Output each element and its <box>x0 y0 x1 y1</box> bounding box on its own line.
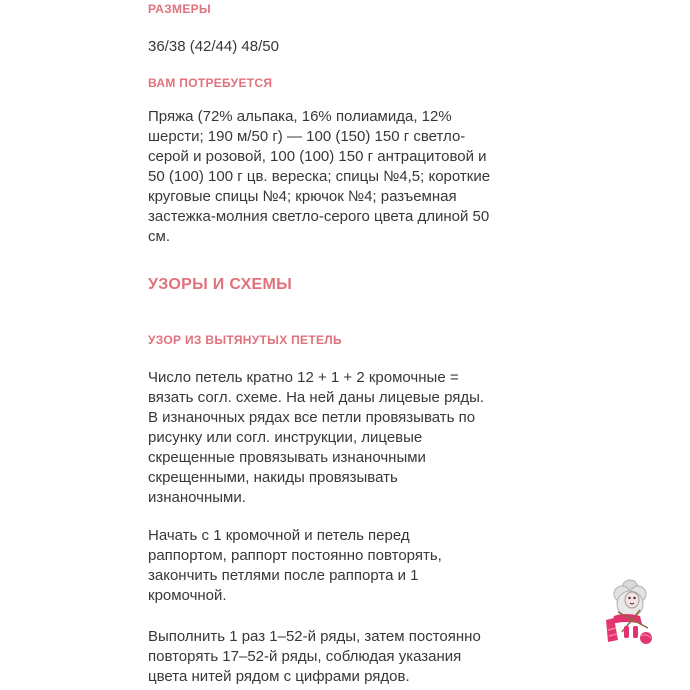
text-line: В изнаночных рядах все петли провязывать по <box>148 409 476 426</box>
pattern-paragraph-2 <box>148 526 548 606</box>
text-line: рисунку или согл. инструкции, лицевые <box>148 429 423 446</box>
text-line: 50 (100) 100 г цв. вереска; спицы №4,5; короткие <box>148 168 491 185</box>
text-line: изнаночными. <box>148 489 246 506</box>
text-line: круговые спицы №4; крючок №4; разъемная <box>148 188 457 205</box>
pattern-paragraph-3 <box>148 627 548 687</box>
text-line: скрещенными, накиды провязывать <box>148 469 398 486</box>
text-line: закончить петлями после раппорта и 1 <box>148 567 419 584</box>
text-line: Пряжа (72% альпака, 16% полиамида, 12% <box>148 108 452 125</box>
text-line: цвета нитей рядом с цифрами рядов. <box>148 668 410 685</box>
text-line: вязать согл. схеме. На ней даны лицевые ряды. <box>148 389 485 406</box>
text-line: Начать с 1 кромочной и петель перед <box>148 527 410 544</box>
text-line: Выполнить 1 раз 1–52-й ряды, затем постоянно <box>148 628 481 645</box>
knitting-sheep-icon <box>600 576 658 646</box>
text-line: шерсти; 190 м/50 г) — 100 (150) 150 г светло- <box>148 128 466 145</box>
text-line: см. <box>148 228 170 245</box>
text-line: раппортом, раппорт постоянно повторять, <box>148 547 442 564</box>
needed-heading: ВАМ ПОТРЕБУЕТСЯ <box>148 76 273 90</box>
pattern-paragraph-1 <box>148 368 548 508</box>
materials-paragraph <box>148 107 548 247</box>
text-line: Число петель кратно 12 + 1 + 2 кромочные = <box>148 369 459 386</box>
sizes-value: 36/38 (42/44) 48/50 <box>148 38 279 55</box>
text-line: серой и розовой, 100 (100) 150 г антрацитовой и <box>148 148 487 165</box>
patterns-heading: УЗОРЫ И СХЕМЫ <box>148 276 293 293</box>
loop-pattern-heading: УЗОР ИЗ ВЫТЯНУТЫХ ПЕТЕЛЬ <box>148 333 342 347</box>
text-line: кромочной. <box>148 587 227 604</box>
text-line: застежка-молния светло-серого цвета длиной 50 <box>148 208 490 225</box>
text-line: скрещенные провязывать изнаночными <box>148 449 426 466</box>
sizes-heading: РАЗМЕРЫ <box>148 2 211 16</box>
text-line: повторять 17–52-й ряды, соблюдая указания <box>148 648 462 665</box>
